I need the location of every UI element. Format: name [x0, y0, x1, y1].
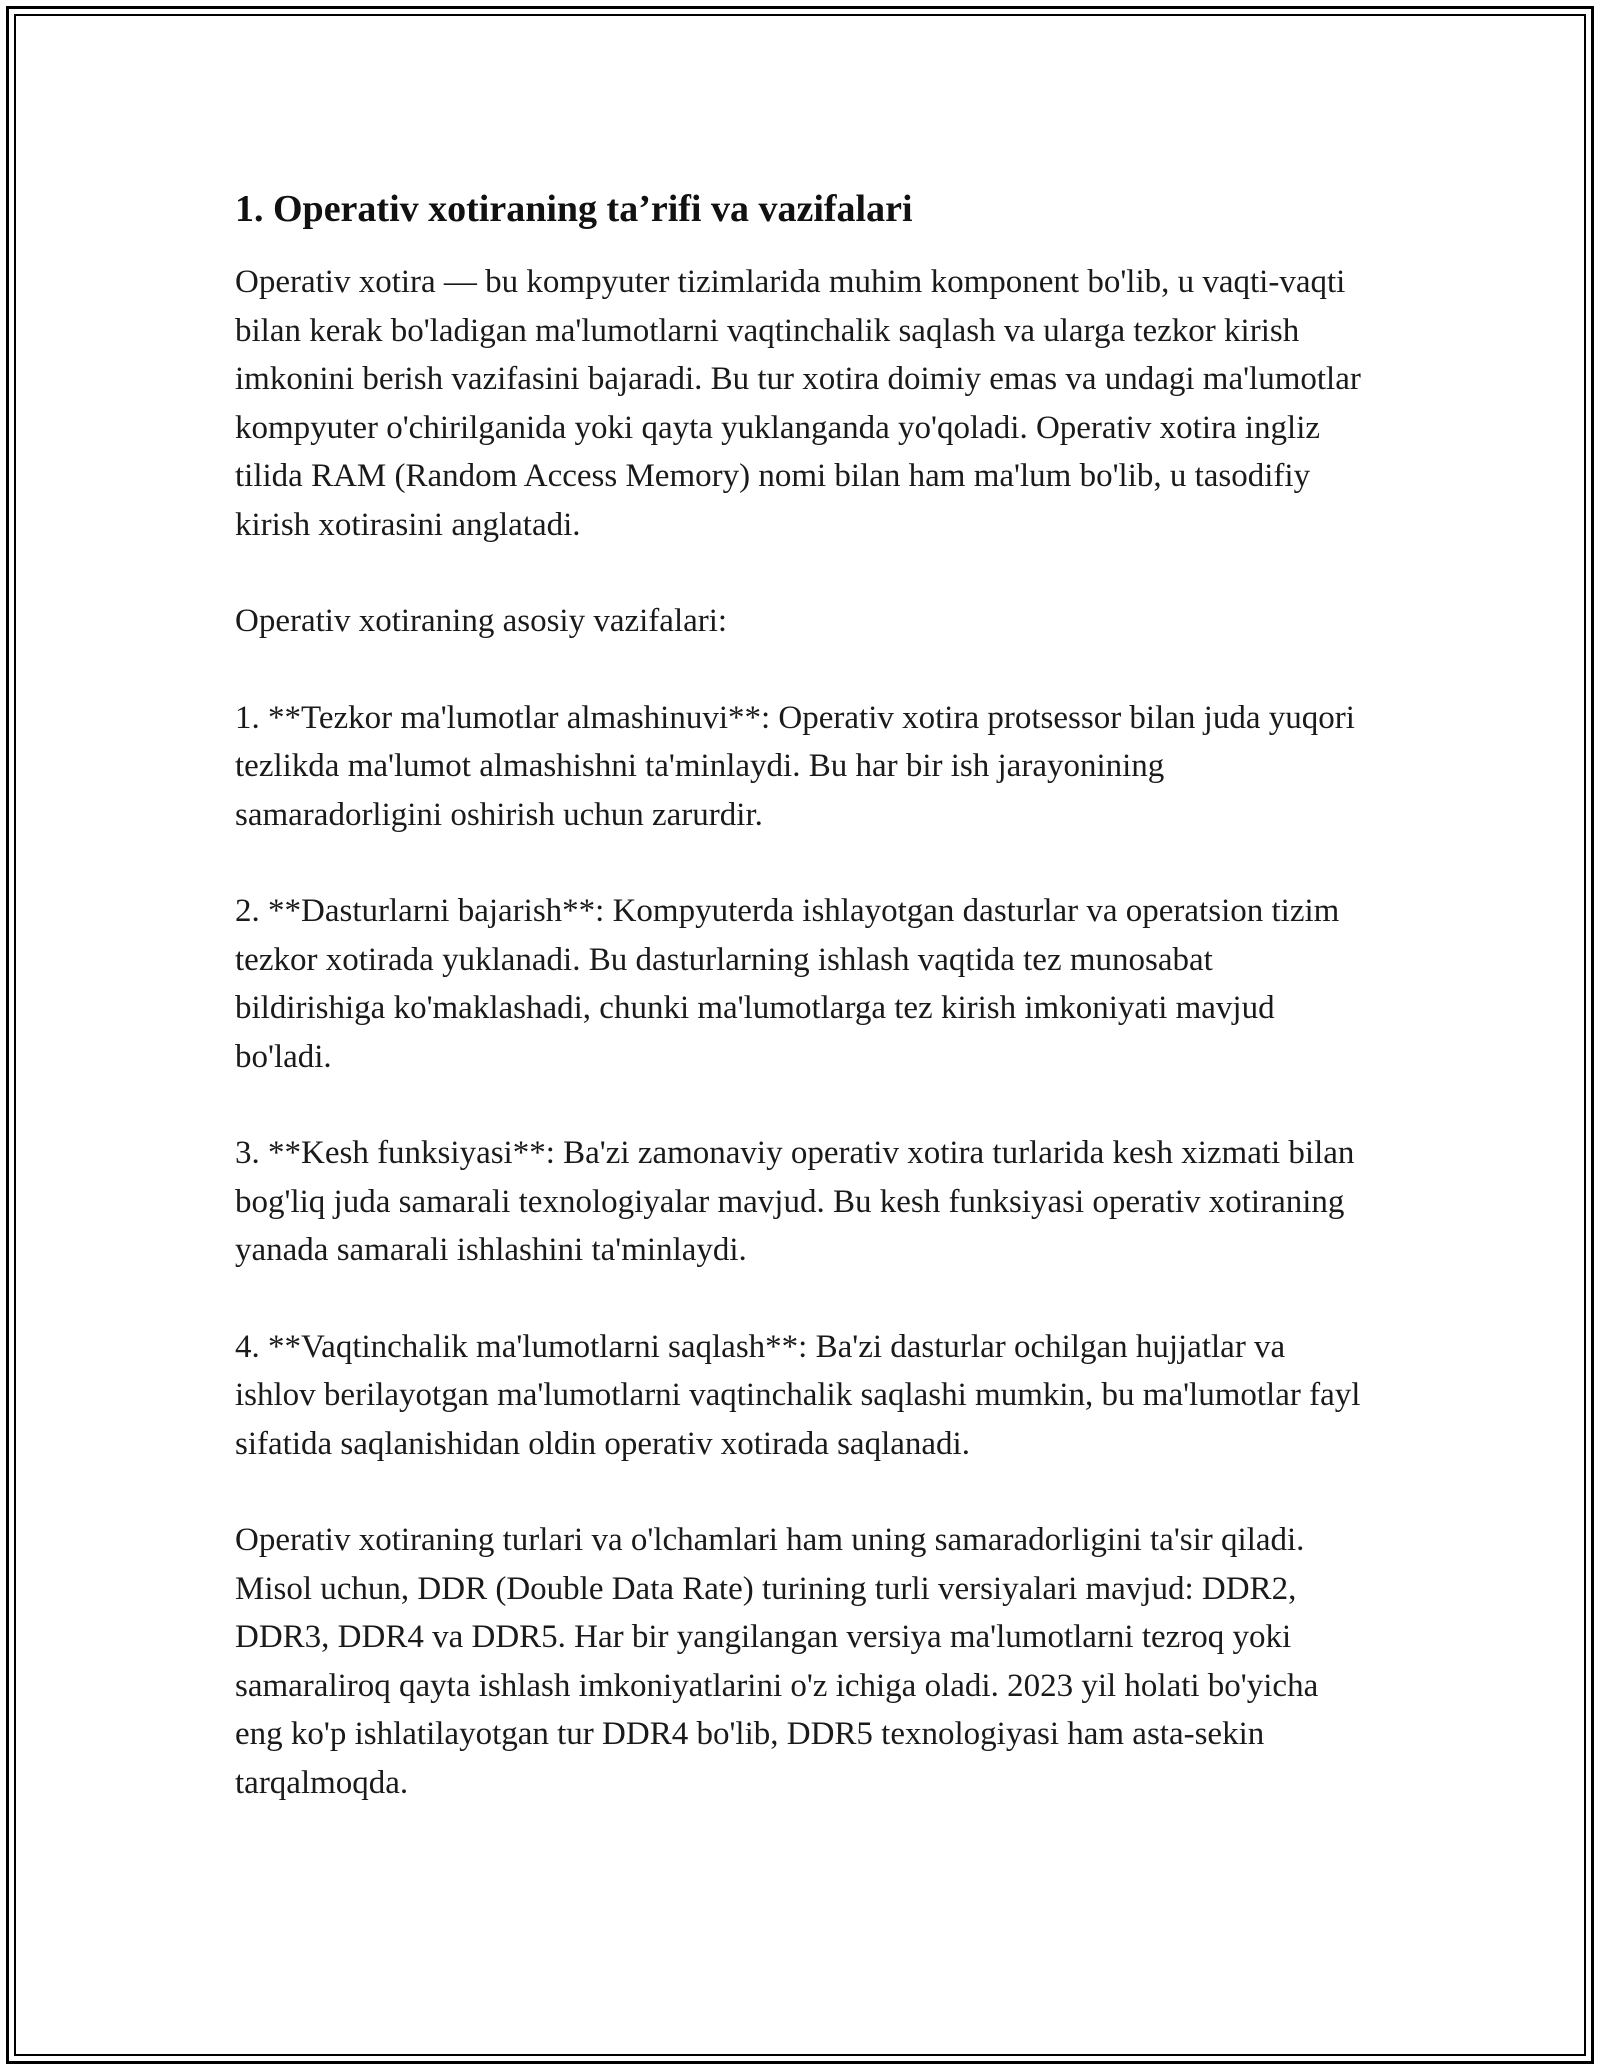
paragraph-functions-intro: Operativ xotiraning asosiy vazifalari:	[235, 603, 728, 639]
paragraph-item-2: 2. **Dasturlarni bajarish**: Kompyuterda ishlayotgan dasturlar va operatsion tizim tezkor xotirada yuklanadi. Bu dasturlarning ishlash vaqtida tez munosabat bildirishiga ko'maklashadi, chunki ma'lumotlarga tez kirish imkoniyati mavjud bo'ladi.	[235, 893, 1340, 1075]
paragraph-item-4: 4. **Vaqtinchalik ma'lumotlarni saqlash**: Ba'zi dasturlar ochilgan hujjatlar va ishlov berilayotgan ma'lumotlarni vaqtinchalik saqlashi mumkin, bu ma'lumotlar fayl sifatida saqlanishidan oldin operativ xotirada saqlanadi.	[235, 1328, 1361, 1462]
paragraph-types: Operativ xotiraning turlari va o'lchamlari ham uning samaradorligini ta'sir qiladi. Misol uchun, DDR (Double Data Rate) turining turli versiyalari mavjud: DDR2, DDR3, DDR4 va DDR5. Har bir yangilangan versiya ma'lumotlarni tezroq yoki samaraliroq qayta ishlash imkoniyatlarini o'z ichiga oladi. 2023 yil holati bo'yicha eng ko'p ishlatilayotgan tur DDR4 bo'lib, DDR5 texnologiyasi ham asta-sekin tarqalmoqda.	[235, 1522, 1319, 1801]
document-body	[235, 186, 1370, 1807]
paragraph-item-3: 3. **Kesh funksiyasi**: Ba'zi zamonaviy operativ xotira turlarida kesh xizmati bilan bog'liq juda samarali texnologiyalar mavjud. Bu kesh funksiyasi operativ xotiraning yanada samarali ishlashini ta'minlaydi.	[235, 1135, 1355, 1268]
paragraph-definition: Operativ xotira — bu kompyuter tizimlarida muhim komponent bo'lib, u vaqti-vaqti bilan kerak bo'ladigan ma'lumotlarni vaqtinchalik saqlash va ularga tezkor kirish imkonini berish vazifasini bajaradi. Bu tur xotira doimiy emas va undagi ma'lumotlar kompyuter o'chirilganida yoki qayta yuklanganda yo'qoladi. Operativ xotira ingliz tilida RAM (Random Access Memory) nomi bilan ham ma'lum bo'lib, u tasodifiy kirish xotirasini anglatadi.	[235, 264, 1361, 543]
section-heading: 1. Operativ xotiraning ta’rifi va vazifalari	[235, 188, 913, 230]
paragraph-item-1: 1. **Tezkor ma'lumotlar almashinuvi**: Operativ xotira protsessor bilan juda yuqori tezlikda ma'lumot almashishni ta'minlaydi. Bu har bir ish jarayonining samaradorligini oshirish uchun zarurdir.	[235, 699, 1355, 833]
